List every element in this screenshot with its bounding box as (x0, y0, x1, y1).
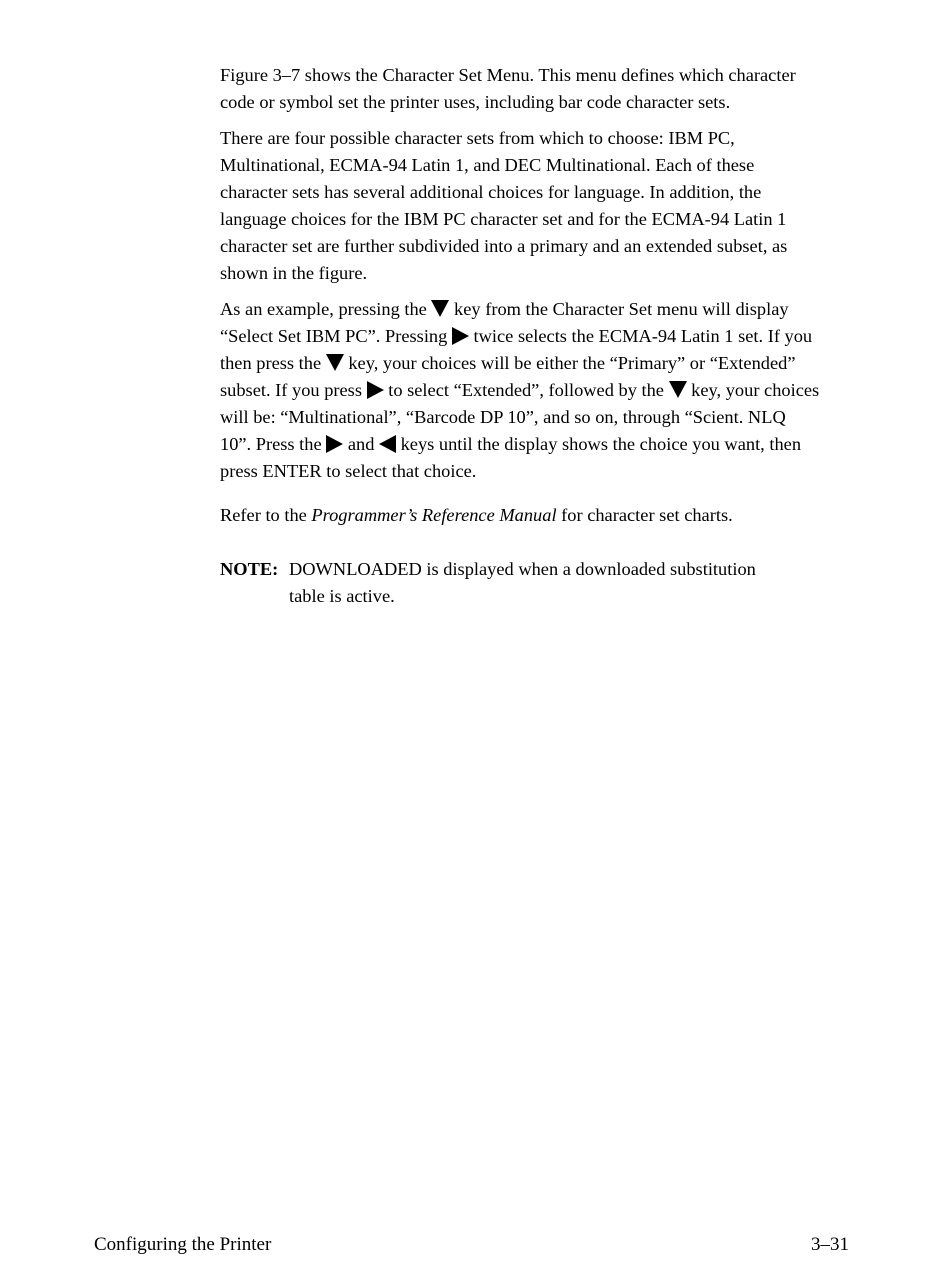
down-arrow-icon (326, 354, 344, 371)
page-footer (94, 1233, 849, 1257)
example-text-2: key from the Character Set menu will display “Select Set IBM PC”. Pressing (220, 299, 789, 346)
example-text-1: As an example, pressing the (220, 299, 432, 319)
reference-text-after: for character set charts. (556, 505, 733, 525)
note-label: NOTE: (220, 559, 279, 579)
reference-paragraph (220, 502, 820, 529)
character-sets-paragraph: There are four possible character sets from which to choose: IBM PC, Multinational, ECMA-94 Latin 1, and DEC Multinational. Each of these character sets has several additional choices for language. In addition, the language choices for the IBM PC character set and for the ECMA-94 Latin 1 character set are further subdivided into a primary and an extended subset, as shown in the figure. (220, 128, 788, 283)
left-arrow-icon (379, 435, 396, 453)
example-text-3: twice selects the ECMA-94 Latin 1 set. If you then press the (220, 326, 813, 373)
page-body (220, 62, 820, 610)
down-arrow-icon (431, 300, 449, 317)
reference-text-before: Refer to the (220, 505, 312, 525)
example-text-8: keys until the display shows the choice you want, then press ENTER to select that choice. (220, 434, 802, 481)
example-text-7: and (343, 434, 379, 454)
right-arrow-icon (326, 435, 343, 453)
example-text-4: key, your choices will be either the “Primary” or “Extended” subset. If you press (220, 353, 796, 400)
footer-page-number: 3–31 (811, 1234, 849, 1255)
example-text-5: to select “Extended”, followed by the (383, 380, 669, 400)
example-paragraph (220, 296, 820, 485)
note-block (220, 556, 820, 610)
down-arrow-icon (669, 381, 687, 398)
intro-paragraph: Figure 3–7 shows the Character Set Menu. This menu defines which character code or symbol set the printer uses, including bar code character sets. (220, 65, 796, 112)
right-arrow-icon (452, 327, 469, 345)
note-text: DOWNLOADED is displayed when a downloaded substitution table is active. (289, 559, 756, 606)
footer-section-title: Configuring the Printer (94, 1234, 272, 1255)
right-arrow-icon (367, 381, 384, 399)
example-text-6: key, your choices will be: “Multinational”, “Barcode DP 10”, and so on, through “Scient. NLQ 10”. Press the (220, 380, 820, 454)
manual-title: Programmer’s Reference Manual (311, 505, 557, 525)
